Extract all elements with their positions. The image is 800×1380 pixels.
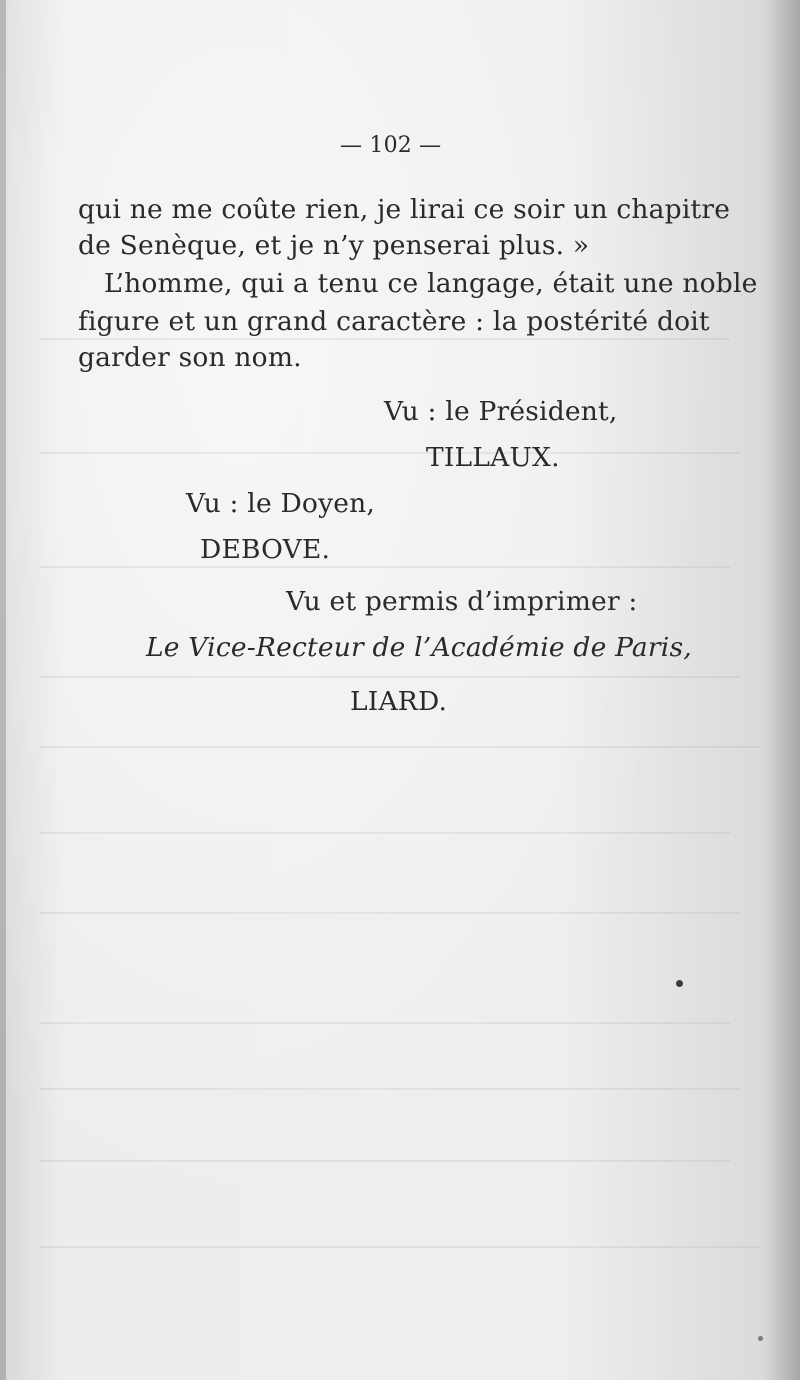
bleed-through-mark xyxy=(40,566,730,568)
bleed-through-mark xyxy=(40,1246,760,1248)
bleed-through-mark xyxy=(40,452,740,454)
bleed-through-mark xyxy=(40,746,760,748)
ink-speck xyxy=(676,980,683,987)
dean-approval-label: Vu : le Doyen, xyxy=(186,488,376,519)
text-line: de Senèque, et je n’y penserai plus. » xyxy=(78,230,590,261)
vice-rector-name: LIARD. xyxy=(350,686,448,717)
dean-name: DEBOVE. xyxy=(200,534,331,565)
bleed-through-mark xyxy=(40,676,740,678)
president-name: TILLAUX. xyxy=(426,442,560,473)
page-left-edge-shadow xyxy=(0,0,6,1380)
bleed-through-mark xyxy=(40,832,730,834)
bleed-through-mark xyxy=(40,1160,730,1162)
text-line: qui ne me coûte rien, je lirai ce soir un chapitre xyxy=(78,194,731,225)
vice-rector-title: Le Vice-Recteur de l’Académie de Paris, xyxy=(146,632,692,663)
bleed-through-mark xyxy=(40,1088,740,1090)
text-line: garder son nom. xyxy=(78,342,302,373)
text-line: figure et un grand caractère : la postérité doit xyxy=(78,306,710,337)
page-right-edge-shadow xyxy=(760,0,800,1380)
page-number: — 102 — xyxy=(340,133,442,158)
text-line: L’homme, qui a tenu ce langage, était une noble xyxy=(104,268,758,299)
bleed-through-mark xyxy=(40,1022,730,1024)
bleed-through-mark xyxy=(40,912,740,914)
president-approval-label: Vu : le Président, xyxy=(384,396,618,427)
print-permit-label: Vu et permis d’imprimer : xyxy=(286,586,638,617)
ink-speck xyxy=(758,1336,763,1341)
